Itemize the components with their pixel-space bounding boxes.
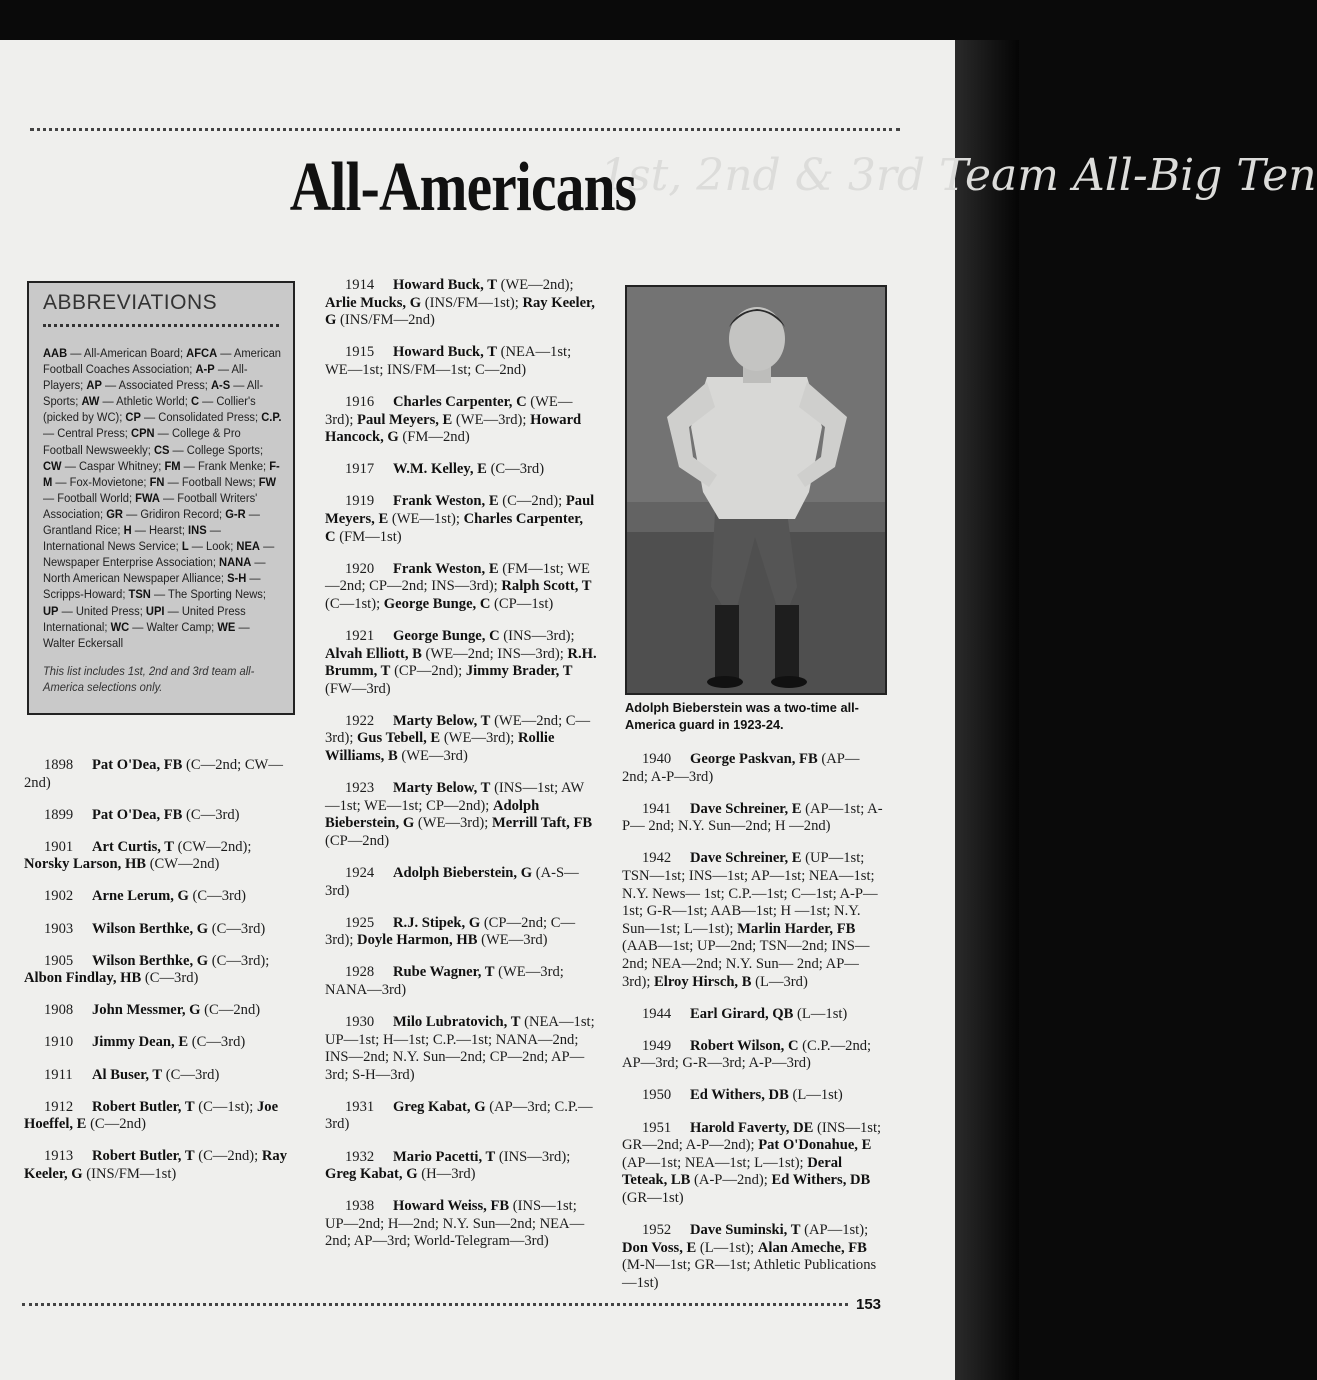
abbreviation-code: INS bbox=[188, 523, 207, 538]
selection-details: (C—3rd); bbox=[208, 952, 270, 969]
selection-details: (INS/FM—1st) bbox=[82, 1165, 177, 1182]
abbreviation-desc: Football News; bbox=[181, 474, 256, 489]
player-name: R.J. Stipek, G bbox=[393, 914, 481, 931]
player-name: Milo Lubratovich, T bbox=[393, 1014, 521, 1030]
player-name: Ray Keeler, G bbox=[325, 294, 595, 329]
selection-details: (CP—2nd); bbox=[390, 663, 466, 680]
selection-details: (L—1st) bbox=[793, 1005, 848, 1022]
abbreviation-desc: All-American Board; bbox=[83, 346, 184, 360]
selection-details: (C.P.—2nd; AP—3rd; G-R—3rd; A-P—3rd) bbox=[622, 1037, 872, 1072]
abbreviation-code: FW bbox=[258, 474, 277, 489]
selection-details: (C—3rd) bbox=[486, 461, 545, 478]
selection-details: (WE—3rd) bbox=[397, 747, 468, 764]
entry-year: 1923 bbox=[345, 780, 375, 797]
player-name: Adolph Bieberstein, G bbox=[393, 864, 533, 881]
player-name: Howard Weiss, FB bbox=[393, 1198, 510, 1215]
abbreviation-desc: All-Sports; bbox=[43, 378, 264, 409]
entry-year: 1914 bbox=[345, 277, 375, 293]
selection-details: (WE—1st); bbox=[388, 510, 464, 527]
player-name: John Messmer, G bbox=[92, 1002, 201, 1019]
player-name: Arne Lerum, G bbox=[92, 888, 189, 905]
selection-details: (GR—1st) bbox=[622, 1189, 684, 1206]
selection-details: (C—1st); bbox=[194, 1098, 257, 1115]
abbreviation-code: CP bbox=[125, 410, 141, 425]
selection-details: (AP—3rd; C.P.—3rd) bbox=[325, 1098, 593, 1133]
selection-details: (WE—2nd; INS—3rd); bbox=[421, 645, 568, 662]
abbreviation-code: WE bbox=[217, 619, 236, 634]
honor-entry bbox=[24, 1002, 289, 1020]
honor-entry bbox=[622, 1120, 884, 1208]
player-name: Albon Findlay, HB bbox=[24, 970, 142, 987]
selection-details: (WE—3rd); bbox=[440, 730, 518, 747]
abbreviation-desc: International News Service; bbox=[43, 539, 179, 554]
column-left bbox=[24, 757, 289, 1198]
player-name: Pat O'Dea, FB bbox=[92, 806, 183, 823]
selection-details: (C—3rd) bbox=[182, 806, 240, 823]
honor-entry bbox=[24, 1099, 289, 1134]
honor-entry bbox=[325, 915, 597, 950]
selection-details: (CP—1st) bbox=[490, 595, 554, 612]
player-name: Alan Ameche, FB bbox=[757, 1239, 867, 1256]
abbreviation-desc: College Sports; bbox=[186, 442, 264, 457]
abbreviation-code: H bbox=[123, 523, 132, 538]
player-name: Adolph Bieberstein, G bbox=[325, 797, 540, 832]
abbreviation-code: C.P. bbox=[261, 410, 282, 425]
abbreviation-code: A-P bbox=[195, 362, 215, 377]
abbreviation-desc: The Sporting News; bbox=[168, 587, 266, 602]
entry-year: 1944 bbox=[642, 1005, 672, 1022]
player-name: Jimmy Brader, T bbox=[465, 663, 573, 680]
selection-details: (INS—1st; GR—2nd; A-P—2nd); bbox=[622, 1119, 882, 1154]
entry-year: 1922 bbox=[345, 712, 375, 729]
honor-entry bbox=[622, 751, 884, 786]
honor-entry bbox=[325, 344, 597, 379]
selection-details: (A-P—2nd); bbox=[690, 1172, 772, 1189]
player-name: Marty Below, T bbox=[393, 780, 491, 797]
honor-entry bbox=[24, 757, 289, 792]
selection-details: (INS—3rd); bbox=[495, 1148, 571, 1165]
abbreviation-desc: Frank Menke; bbox=[197, 458, 267, 473]
player-name: Pat O'Dea, FB bbox=[92, 757, 183, 773]
honor-entry bbox=[325, 628, 597, 698]
entry-year: 1915 bbox=[345, 344, 375, 361]
abbreviations-box bbox=[27, 281, 295, 715]
honor-entry bbox=[325, 713, 597, 766]
selection-details: (NEA—1st; WE—1st; INS/FM—1st; C—2nd) bbox=[325, 344, 572, 378]
selection-details: (WE—3rd) bbox=[477, 932, 548, 949]
player-name: Greg Kabat, G bbox=[325, 1166, 418, 1183]
selection-details: (C—3rd) bbox=[188, 1034, 246, 1051]
top-dotted-rule bbox=[30, 128, 900, 131]
selection-details: (C—2nd) bbox=[200, 1002, 261, 1019]
selection-details: (WE—3rd); bbox=[414, 815, 492, 832]
player-name: Marlin Harder, FB bbox=[737, 920, 856, 937]
player-name: Robert Butler, T bbox=[92, 1148, 195, 1165]
abbreviation-desc: Walter Camp; bbox=[146, 619, 215, 634]
abbreviations-list: AAB — All-American Board; AFCA — American Football Coaches Association; A-P — All-Players; AP — Associated Press; A-S — All-Sports; AW — Athletic World; C — Collier's (picked by WC); CP — Consolidated Press; C.P. — Central Press; CPN — College & Pro Football Newsweekly; CS — College Sports; CW — Caspar Whitney; FM — Frank Menke; F-M — Fox-Movietone; FN — Football News; FW — Football World; FWA — Football Writers' Association; GR — Gridiron Record; G-R — Grantland Rice; H — Hearst; INS — International News Service; L — Look; NEA — Newspaper Enterprise Association; NANA — North American Newspaper Alliance; S-H — Scripps-Howard; TSN — The Sporting News; UP — United Press; UPI — United Press International; WC — Walter Camp; WE — Walter Eckersall bbox=[43, 346, 282, 650]
player-name: Al Buser, T bbox=[92, 1066, 163, 1083]
honor-entry bbox=[325, 780, 597, 850]
entry-year: 1917 bbox=[345, 461, 375, 478]
abbreviations-heading: ABBREVIATIONS bbox=[43, 291, 218, 314]
selection-details: (L—1st); bbox=[696, 1239, 758, 1256]
honor-entry bbox=[24, 953, 289, 988]
abbreviation-desc: Football Writers' Association; bbox=[43, 490, 258, 521]
abbreviation-desc: Associated Press; bbox=[118, 378, 208, 393]
honor-entry bbox=[24, 1148, 289, 1183]
entry-year: 1899 bbox=[44, 806, 74, 823]
honor-entry bbox=[325, 1198, 597, 1251]
entry-year: 1942 bbox=[642, 850, 672, 867]
abbreviation-desc: American Football Coaches Association; bbox=[43, 346, 282, 377]
selection-details: (FW—3rd) bbox=[325, 680, 391, 697]
player-name: Paul Meyers, E bbox=[357, 411, 453, 428]
selection-details: (INS—3rd); bbox=[499, 627, 575, 644]
entry-year: 1920 bbox=[345, 560, 375, 577]
entry-year: 1916 bbox=[345, 393, 375, 410]
player-name: Ray Keeler, G bbox=[24, 1148, 287, 1182]
honor-entry bbox=[622, 1087, 884, 1105]
abbreviations-note: This list includes 1st, 2nd and 3rd team all-America selections only. bbox=[43, 663, 255, 694]
player-name: Alvah Elliott, B bbox=[325, 645, 422, 662]
player-name: Elroy Hirsch, B bbox=[654, 973, 752, 990]
selection-details: (NEA—1st; UP—1st; H—1st; C.P.—1st; NANA—2nd; INS—2nd; N.Y. Sun—2nd; CP—2nd; AP—3rd; S-H—3rd) bbox=[325, 1014, 595, 1083]
selection-details: (C—3rd) bbox=[162, 1066, 220, 1083]
abbreviation-code: L bbox=[181, 539, 189, 554]
player-name: Paul Meyers, E bbox=[325, 493, 595, 527]
selection-details: (C—3rd) bbox=[141, 970, 199, 987]
entry-year: 1940 bbox=[642, 751, 672, 767]
selection-details: (C—2nd; CW—2nd) bbox=[24, 757, 283, 791]
selection-details: (AP—1st; A-P— 2nd; N.Y. Sun—2nd; H —2nd) bbox=[622, 800, 883, 835]
abbreviation-code: AFCA bbox=[186, 346, 218, 360]
abbreviation-code: TSN bbox=[128, 587, 151, 602]
abbreviation-desc: All-Players; bbox=[43, 362, 248, 393]
abbreviation-code: G-R bbox=[225, 506, 246, 521]
ghost-heading: 1st, 2nd & 3rd Team All-Big Ten bbox=[600, 150, 1317, 201]
entry-year: 1911 bbox=[44, 1066, 73, 1083]
selection-details: (UP—1st; TSN—1st; INS—1st; AP—1st; NEA—1st; N.Y. News— 1st; C.P.—1st; C—1st; A-P—1st; G-R—1st; AAB—1st; H —1st; N.Y. Sun—1st; L—1st); bbox=[622, 850, 878, 937]
honor-entry bbox=[622, 850, 884, 991]
honor-entry bbox=[24, 1034, 289, 1052]
player-photo-illustration bbox=[627, 287, 885, 693]
honor-entry bbox=[325, 561, 597, 614]
abbreviation-desc: North American Newspaper Alliance; bbox=[43, 571, 224, 586]
player-photo bbox=[625, 285, 887, 695]
player-name: R.H. Brumm, T bbox=[325, 645, 597, 680]
selection-details: (AP—1st; NEA—1st; L—1st); bbox=[622, 1154, 808, 1171]
player-name: Jimmy Dean, E bbox=[92, 1034, 189, 1051]
player-name: Dave Schreiner, E bbox=[690, 800, 802, 817]
selection-details: (FM—1st) bbox=[335, 528, 402, 545]
abbreviation-code: FWA bbox=[135, 490, 160, 505]
player-name: George Paskvan, FB bbox=[690, 751, 818, 767]
selection-details: (WE—3rd; NANA—3rd) bbox=[325, 964, 564, 998]
entry-year: 1924 bbox=[345, 864, 375, 881]
selection-details: (AAB—1st; UP—2nd; TSN—2nd; INS—2nd; NEA—2nd; N.Y. Sun— 2nd; AP—3rd); bbox=[622, 938, 870, 990]
player-name: Don Voss, E bbox=[622, 1239, 697, 1256]
bottom-dotted-rule bbox=[22, 1303, 848, 1306]
abbreviation-code: CW bbox=[43, 458, 62, 473]
abbreviation-desc: United Press; bbox=[75, 603, 143, 618]
abbreviation-code: A-S bbox=[210, 378, 231, 393]
abbreviation-desc: Central Press; bbox=[57, 426, 128, 441]
abbreviation-code: CS bbox=[153, 442, 170, 457]
player-name: Greg Kabat, G bbox=[393, 1098, 486, 1115]
entry-year: 1902 bbox=[44, 888, 74, 905]
entry-year: 1938 bbox=[345, 1198, 375, 1215]
honor-entry bbox=[325, 865, 597, 900]
player-name: Rollie Williams, B bbox=[325, 730, 555, 764]
entry-year: 1921 bbox=[345, 627, 375, 644]
player-name: Howard Buck, T bbox=[393, 277, 497, 293]
honor-entry bbox=[325, 394, 597, 447]
honor-entry bbox=[24, 839, 289, 874]
abbreviation-desc: College & Pro Football Newsweekly; bbox=[43, 426, 241, 457]
player-name: Norsky Larson, HB bbox=[24, 856, 147, 873]
selection-details: (INS—1st; AW—1st; WE—1st; CP—2nd); bbox=[325, 780, 585, 814]
selection-details: (AP—2nd; A-P—3rd) bbox=[622, 751, 860, 785]
abbreviation-code: UPI bbox=[145, 603, 165, 618]
honor-entry bbox=[24, 921, 289, 939]
player-name: Ralph Scott, T bbox=[501, 578, 592, 595]
abbreviation-desc: Gridiron Record; bbox=[140, 506, 223, 521]
page-number: 153 bbox=[856, 1296, 882, 1313]
player-name: Mario Pacetti, T bbox=[393, 1148, 496, 1165]
abbreviation-desc: Fox-Movietone; bbox=[69, 474, 147, 489]
entry-year: 1928 bbox=[345, 964, 375, 981]
selection-details: (M-N—1st; GR—1st; Athletic Publications—1st) bbox=[622, 1257, 877, 1291]
selection-details: (H—3rd) bbox=[417, 1166, 476, 1183]
player-name: Frank Weston, E bbox=[393, 493, 499, 510]
abbreviation-desc: Collier's (picked by WC); bbox=[43, 394, 256, 425]
abbreviation-desc: Scripps-Howard; bbox=[43, 587, 126, 602]
selection-details: (WE—2nd; C—3rd); bbox=[325, 712, 591, 747]
honor-entry bbox=[325, 1099, 597, 1134]
abbreviation-code: GR bbox=[106, 506, 123, 521]
player-name: Merrill Taft, FB bbox=[492, 815, 593, 832]
abbreviation-code: S-H bbox=[227, 571, 247, 586]
abbreviation-code: NEA bbox=[236, 539, 260, 554]
page-edge-shadow bbox=[955, 40, 1019, 1380]
entry-year: 1949 bbox=[642, 1037, 672, 1054]
page-title: All-Americans bbox=[289, 149, 637, 226]
abbreviation-code: F-M bbox=[43, 458, 280, 489]
column-middle bbox=[325, 277, 597, 1266]
entry-year: 1950 bbox=[642, 1087, 672, 1104]
entry-year: 1932 bbox=[345, 1148, 375, 1165]
photo-caption: Adolph Bieberstein was a two-time all-America guard in 1923-24. bbox=[625, 700, 859, 732]
honor-entry bbox=[622, 1006, 884, 1024]
player-name: Dave Schreiner, E bbox=[690, 850, 802, 867]
honor-entry bbox=[325, 277, 597, 330]
entry-year: 1912 bbox=[44, 1098, 74, 1115]
entry-year: 1913 bbox=[44, 1148, 74, 1165]
selection-details: (INS/FM—2nd) bbox=[336, 312, 435, 329]
abbreviation-code: UP bbox=[43, 603, 59, 618]
selection-details: (CW—2nd); bbox=[174, 838, 252, 855]
abbreviation-code: AW bbox=[81, 394, 100, 409]
entry-year: 1919 bbox=[345, 493, 375, 510]
abbreviation-code: WC bbox=[110, 619, 130, 634]
honor-entry bbox=[325, 1014, 597, 1084]
player-name: Doyle Harmon, HB bbox=[357, 932, 478, 949]
player-name: Deral Teteak, LB bbox=[622, 1154, 843, 1189]
selection-details: (C—2nd); bbox=[498, 493, 566, 510]
abbreviation-code: AP bbox=[86, 378, 102, 393]
abbreviation-code: AAB bbox=[43, 346, 68, 360]
abbreviation-code: FN bbox=[149, 474, 165, 489]
entry-year: 1951 bbox=[642, 1119, 672, 1136]
selection-details: (C—2nd); bbox=[194, 1148, 262, 1165]
abbreviation-desc: Athletic World; bbox=[116, 394, 188, 409]
honor-entry bbox=[622, 801, 884, 836]
abbreviation-code: C bbox=[190, 394, 200, 409]
selection-details: (WE—3rd); bbox=[325, 393, 573, 428]
selection-details: (INS/FM—1st); bbox=[421, 294, 523, 311]
entry-year: 1903 bbox=[44, 920, 74, 937]
honor-entry bbox=[24, 888, 289, 906]
player-name: Marty Below, T bbox=[393, 712, 491, 729]
player-name: Charles Carpenter, C bbox=[325, 510, 584, 545]
player-name: Robert Butler, T bbox=[92, 1098, 195, 1115]
selection-details: (FM—2nd) bbox=[398, 429, 470, 446]
selection-details: (CP—2nd) bbox=[325, 832, 390, 849]
abbreviations-dotted-rule bbox=[43, 324, 279, 327]
player-name: Joe Hoeffel, E bbox=[24, 1098, 279, 1133]
player-name: Rube Wagner, T bbox=[393, 964, 495, 981]
player-name: Wilson Berthke, G bbox=[92, 920, 209, 937]
honor-entry bbox=[622, 1038, 884, 1073]
honor-entry bbox=[325, 964, 597, 999]
selection-details: (FM—1st; WE—2nd; CP—2nd; INS—3rd); bbox=[325, 560, 590, 595]
abbreviation-desc: Grantland Rice; bbox=[43, 523, 121, 538]
player-name: Charles Carpenter, C bbox=[393, 393, 527, 410]
entry-year: 1910 bbox=[44, 1034, 74, 1051]
player-name: Howard Buck, T bbox=[393, 344, 497, 361]
selection-details: (L—3rd) bbox=[751, 973, 808, 990]
entry-year: 1930 bbox=[345, 1014, 375, 1030]
abbreviation-code: FM bbox=[164, 458, 181, 473]
entry-year: 1952 bbox=[642, 1221, 672, 1238]
player-name: Earl Girard, QB bbox=[690, 1005, 794, 1022]
selection-details: (C—3rd) bbox=[208, 920, 266, 937]
entry-year: 1925 bbox=[345, 914, 375, 931]
entry-year: 1901 bbox=[44, 838, 74, 855]
honor-entry bbox=[325, 461, 597, 479]
selection-details: (A-S—3rd) bbox=[325, 864, 579, 899]
player-name: Frank Weston, E bbox=[393, 560, 499, 577]
selection-details: (L—1st) bbox=[788, 1087, 843, 1104]
column-right bbox=[622, 751, 884, 1307]
abbreviation-desc: Hearst; bbox=[149, 523, 185, 538]
abbreviation-desc: Newspaper Enterprise Association; bbox=[43, 555, 216, 570]
player-name: Art Curtis, T bbox=[92, 838, 175, 855]
entry-year: 1941 bbox=[642, 800, 672, 817]
selection-details: (C—1st); bbox=[325, 595, 384, 612]
player-name: Arlie Mucks, G bbox=[325, 294, 422, 311]
player-name: W.M. Kelley, E bbox=[393, 461, 487, 478]
honor-entry bbox=[325, 493, 597, 546]
player-name: George Bunge, C bbox=[393, 627, 500, 644]
honor-entry bbox=[24, 1067, 289, 1085]
abbreviation-desc: United Press International; bbox=[43, 603, 246, 634]
player-name: Robert Wilson, C bbox=[690, 1037, 799, 1054]
abbreviation-desc: Consolidated Press; bbox=[158, 410, 259, 425]
entry-year: 1898 bbox=[44, 757, 74, 773]
player-name: Dave Suminski, T bbox=[690, 1221, 801, 1238]
selection-details: (AP—1st); bbox=[800, 1221, 869, 1238]
player-name: Ed Withers, DB bbox=[690, 1087, 789, 1104]
entry-year: 1908 bbox=[44, 1002, 74, 1019]
player-name: Pat O'Donahue, E bbox=[758, 1137, 872, 1154]
abbreviation-code: NANA bbox=[219, 555, 252, 570]
selection-details: (CW—2nd) bbox=[146, 856, 220, 873]
honor-entry bbox=[24, 807, 289, 825]
entry-year: 1905 bbox=[44, 952, 74, 969]
selection-details: (WE—3rd); bbox=[452, 411, 531, 428]
abbreviation-code: CPN bbox=[131, 426, 155, 441]
honor-entry bbox=[622, 1222, 884, 1292]
player-name: Howard Hancock, G bbox=[325, 411, 582, 446]
selection-details: (CP—2nd; C—3rd); bbox=[325, 914, 576, 949]
entry-year: 1931 bbox=[345, 1098, 375, 1115]
selection-details: (WE—2nd); bbox=[496, 277, 574, 293]
abbreviation-desc: Look; bbox=[206, 539, 234, 554]
selection-details: (C—3rd) bbox=[188, 888, 247, 905]
player-name: Harold Faverty, DE bbox=[690, 1119, 814, 1136]
honor-entry bbox=[325, 1149, 597, 1184]
selection-details: (INS—1st; UP—2nd; H—2nd; N.Y. Sun—2nd; NEA—2nd; AP—3rd; World-Telegram—3rd) bbox=[325, 1198, 585, 1250]
player-name: George Bunge, C bbox=[383, 595, 491, 612]
abbreviation-desc: Caspar Whitney; bbox=[78, 458, 162, 473]
abbreviation-desc: Walter Eckersall bbox=[43, 635, 124, 650]
player-name: Gus Tebell, E bbox=[357, 730, 441, 747]
selection-details: (C—2nd) bbox=[86, 1116, 147, 1133]
player-name: Wilson Berthke, G bbox=[92, 952, 209, 969]
abbreviation-desc: Football World; bbox=[57, 490, 133, 505]
player-name: Ed Withers, DB bbox=[771, 1172, 871, 1189]
